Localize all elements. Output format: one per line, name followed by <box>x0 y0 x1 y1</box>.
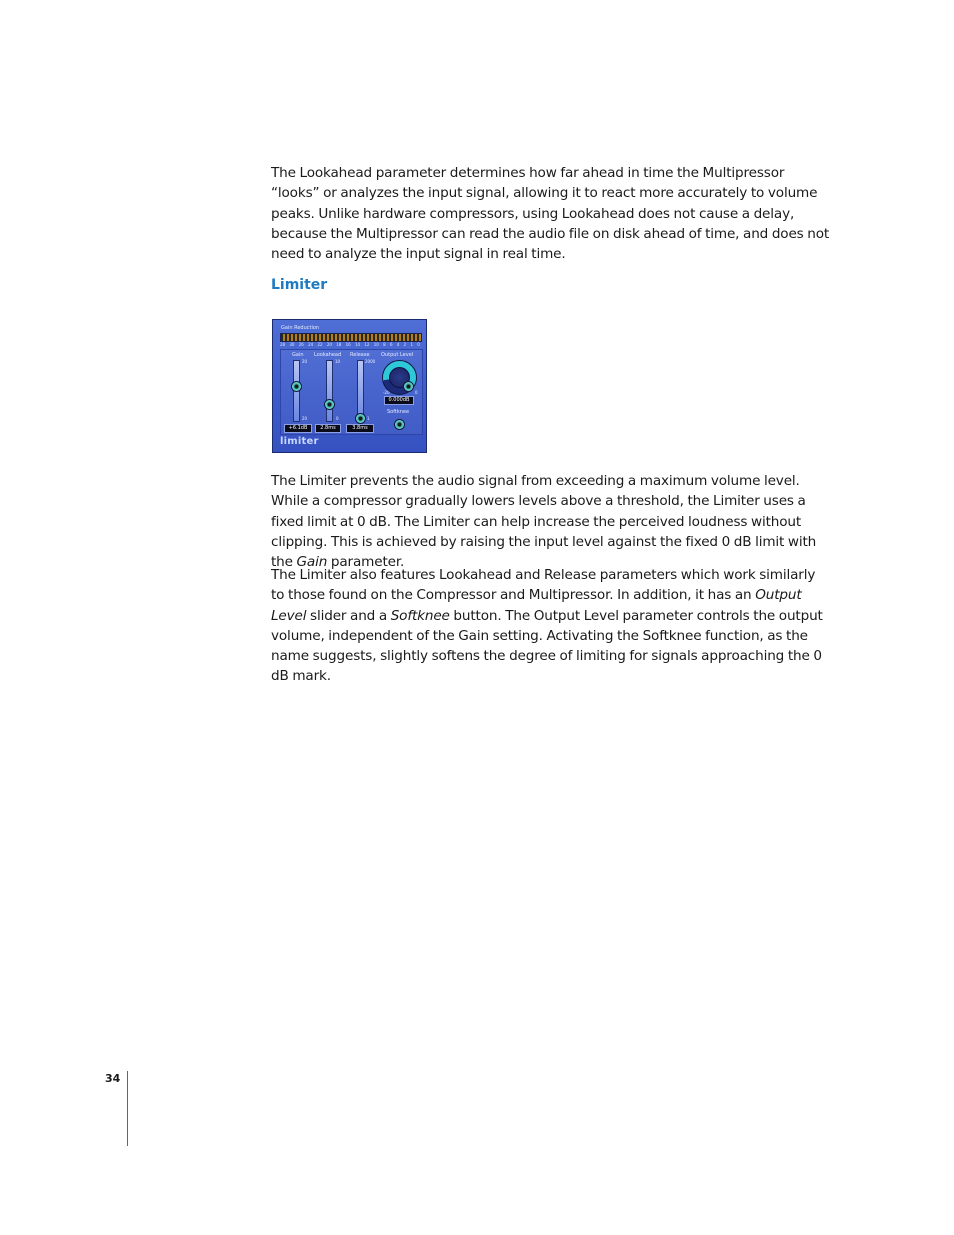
p2-text-b: parameter. <box>327 554 405 571</box>
release-label: Release <box>350 352 370 358</box>
lookahead-slider-track[interactable] <box>326 360 333 422</box>
p3-text-c: button. The Output Level parameter controls the output volume, independent of the Gain setting. Activating the Softknee function, as the name suggests, slightly softens the degree of limiting for signals approaching the 0 dB mark. <box>271 607 823 685</box>
gain-reduction-meter <box>280 333 422 342</box>
meter-scale-tick: 6 <box>389 342 393 347</box>
meter-scale <box>280 342 420 348</box>
p3-text-b: slider and a <box>306 607 391 624</box>
meter-scale-tick: 0 <box>417 342 420 347</box>
p2-text-a: The Limiter prevents the audio signal from exceeding a maximum volume level. While a compressor gradually lowers levels above a threshold, the Limiter uses a fixed limit at 0 dB. The Limiter can help increase the perceived loudness without clipping. This is achieved by raising the input level against the fixed 0 dB limit with the <box>271 473 817 571</box>
meter-scale-tick: 8 <box>383 342 386 347</box>
meter-scale-tick: 20 <box>326 342 332 347</box>
lookahead-top-tick: 10 <box>335 359 341 364</box>
page-margin-rule <box>127 1071 128 1146</box>
output-level-max-tick: 0 <box>415 390 418 395</box>
gain-reduction-label: Gain Reduction <box>281 325 320 331</box>
meter-scale-tick: 12 <box>364 342 370 347</box>
paragraph-lookahead: The Lookahead parameter determines how far ahead in time the Multipressor “looks” or analyzes the input signal, allowing it to react more accurately to volume peaks. Unlike hardware compressors, using Lookahead does not cause a delay, because the Multipressor can read the audio file on disk ahead of time, and does not need to analyze the input signal in real time. <box>271 165 830 263</box>
meter-scale-tick: 2 <box>403 342 407 347</box>
meter-scale-tick: 16 <box>345 342 351 347</box>
softknee-button[interactable] <box>394 419 405 430</box>
section-heading-limiter: Limiter <box>271 277 328 293</box>
output-level-value[interactable]: 0.000dB <box>384 396 414 405</box>
plugin-name: limiter <box>280 436 319 447</box>
paragraph-limiter-description <box>271 471 831 572</box>
release-top-tick: 2000 <box>365 359 376 364</box>
output-level-min-tick: -20 <box>383 390 390 395</box>
release-value[interactable]: 3.8ms <box>346 424 374 433</box>
p3-emphasis-output-level: Output Level <box>271 587 802 624</box>
meter-scale-tick: 22 <box>317 342 323 347</box>
gain-value[interactable]: +6.1dB <box>284 424 312 433</box>
p2-emphasis-gain: Gain <box>296 554 328 571</box>
meter-scale-tick: 4 <box>396 342 400 347</box>
page-number: 34 <box>105 1072 121 1085</box>
paragraph-limiter-features <box>271 565 831 687</box>
meter-scale-tick: 18 <box>336 342 342 347</box>
gain-bottom-tick: 20 <box>302 416 308 421</box>
output-level-label: Output Level <box>381 352 414 358</box>
gain-slider-knob[interactable] <box>291 381 302 392</box>
meter-scale-tick: 14 <box>355 342 361 347</box>
p3-emphasis-softknee: Softknee <box>390 607 450 624</box>
lookahead-label: Lookahead <box>314 352 342 358</box>
gain-top-tick: 20 <box>302 359 308 364</box>
lookahead-slider-knob[interactable] <box>324 399 335 410</box>
release-slider-knob[interactable] <box>355 413 366 424</box>
lookahead-value[interactable]: 2.8ms <box>315 424 341 433</box>
output-level-knob[interactable] <box>403 381 414 392</box>
meter-scale-tick: 10 <box>373 342 379 347</box>
limiter-plugin-figure <box>272 319 427 453</box>
meter-scale-tick: 26 <box>298 342 304 347</box>
p3-text-a: The Limiter also features Lookahead and Release parameters which work similarly to those found on the Compressor and Multipressor. In addition, it has an <box>271 567 816 604</box>
softknee-label: Softknee <box>387 409 410 415</box>
meter-scale-tick: 24 <box>308 342 314 347</box>
meter-scale-tick: 1 <box>410 342 413 347</box>
gain-label: Gain <box>292 352 304 358</box>
release-bottom-tick: 1 <box>367 416 370 421</box>
meter-scale-tick: 28 <box>280 342 286 347</box>
lookahead-bottom-tick: 0 <box>336 416 339 421</box>
meter-scale-tick: 30 <box>289 342 295 347</box>
